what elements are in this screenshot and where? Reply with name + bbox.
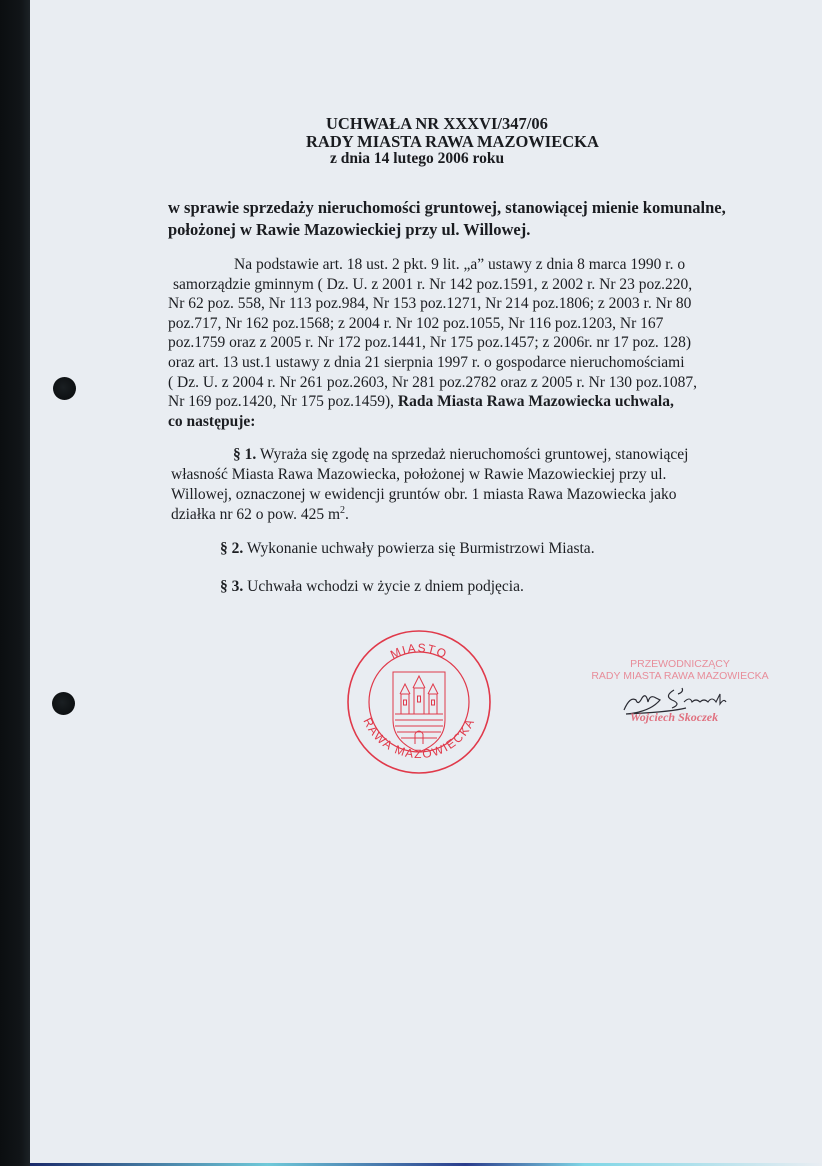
basis-line: Nr 62 poz. 558, Nr 113 poz.984, Nr 153 poz.1271, Nr 214 poz.1806; z 2003 r. Nr 80 [168,295,692,313]
basis-line: oraz art. 13 ust.1 ustawy z dnia 21 sierpnia 1997 r. o gospodarce nieruchomościami [168,353,685,371]
chairman-title-line-2: RADY MIASTA RAWA MAZOWIECKA [591,670,769,682]
coat-of-arms-icon [393,672,445,752]
period: . [345,506,349,523]
paragraph-1-mark: § 1. [233,446,257,463]
subject-line-2: położonej w Rawie Mazowieckiej przy ul. Willowej. [168,220,531,239]
seal-top-text: MIASTO [388,640,450,662]
paragraph-1-text: Wyraża się zgodę na sprzedaż nieruchomości gruntowej, stanowiącej [256,446,689,463]
paragraph-1 [171,445,761,525]
basis-line: poz.1759 oraz z 2005 r. Nr 172 poz.1441, Nr 175 poz.1457; z 2006r. nr 17 poz. 128) [168,334,692,352]
basis-line: samorządzie gminnym ( Dz. U. z 2001 r. Nr 142 poz.1591, z 2002 r. Nr 23 poz.220, [173,275,693,293]
paragraph-3-text: Uchwała wchodzi w życie z dniem podjęcia. [243,578,524,595]
paragraph-2 [220,540,595,558]
paragraph-1-line-1 [171,445,761,465]
council-resolves: Rada Miasta Rawa Mazowiecka uchwala, [397,393,674,411]
paragraph-1-line-2: własność Miasta Rawa Mazowiecka, położonej w Rawie Mazowieckiej przy ul. [171,466,667,483]
resolution-date: z dnia 14 lutego 2006 roku [330,150,505,167]
as-follows: co następuje: [168,412,256,430]
chairman-signature-block [580,658,780,724]
subject-line-1: w sprawie sprzedaży nieruchomości gruntowej, stanowiącej mienie komunalne, [168,198,726,217]
basis-line: ( Dz. U. z 2004 r. Nr 261 poz.2603, Nr 281 poz.2782 oraz z 2005 r. Nr 130 poz.1087, [168,373,698,391]
paragraph-1-line-4 [171,505,761,525]
resolution-subject [168,197,768,241]
paragraph-1-line-3: Willowej, oznaczonej w ewidencji gruntów obr. 1 miasta Rawa Mazowiecka jako [171,486,677,503]
paragraph-2-mark: § 2. [220,540,244,557]
punch-hole-bottom [52,692,75,715]
plot-area-text: działka nr 62 o pow. 425 m [171,506,341,523]
paragraph-2-text: Wykonanie uchwały powierza się Burmistrzowi Miasta. [243,540,595,557]
chairman-name: Wojciech Skoczek [630,710,719,724]
basis-line: poz.717, Nr 162 poz.1568; z 2004 r. Nr 102 poz.1055, Nr 116 poz.1203, Nr 167 [168,314,664,332]
chairman-title-line-1: PRZEWODNICZĄCY [630,658,730,670]
basis-line-final [168,392,768,412]
punch-hole-top [53,377,76,400]
basis-line: Na podstawie art. 18 ust. 2 pkt. 9 lit. „a” ustawy z dnia 8 marca 1990 r. o [234,256,686,273]
resolution-number: UCHWAŁA NR XXXVI/347/06 [326,114,548,133]
city-seal-stamp [345,628,493,776]
paragraph-3 [220,578,524,596]
seal-bottom-text: RAWA MAZOWIECKA [360,715,478,762]
square-superscript: 2 [340,504,346,516]
scan-dark-edge [0,0,30,1166]
legal-basis [168,255,768,431]
basis-citation-end: Nr 169 poz.1420, Nr 175 poz.1459), [168,393,398,411]
council-name: RADY MIASTA RAWA MAZOWIECKA [306,132,599,151]
paragraph-3-mark: § 3. [220,578,244,595]
